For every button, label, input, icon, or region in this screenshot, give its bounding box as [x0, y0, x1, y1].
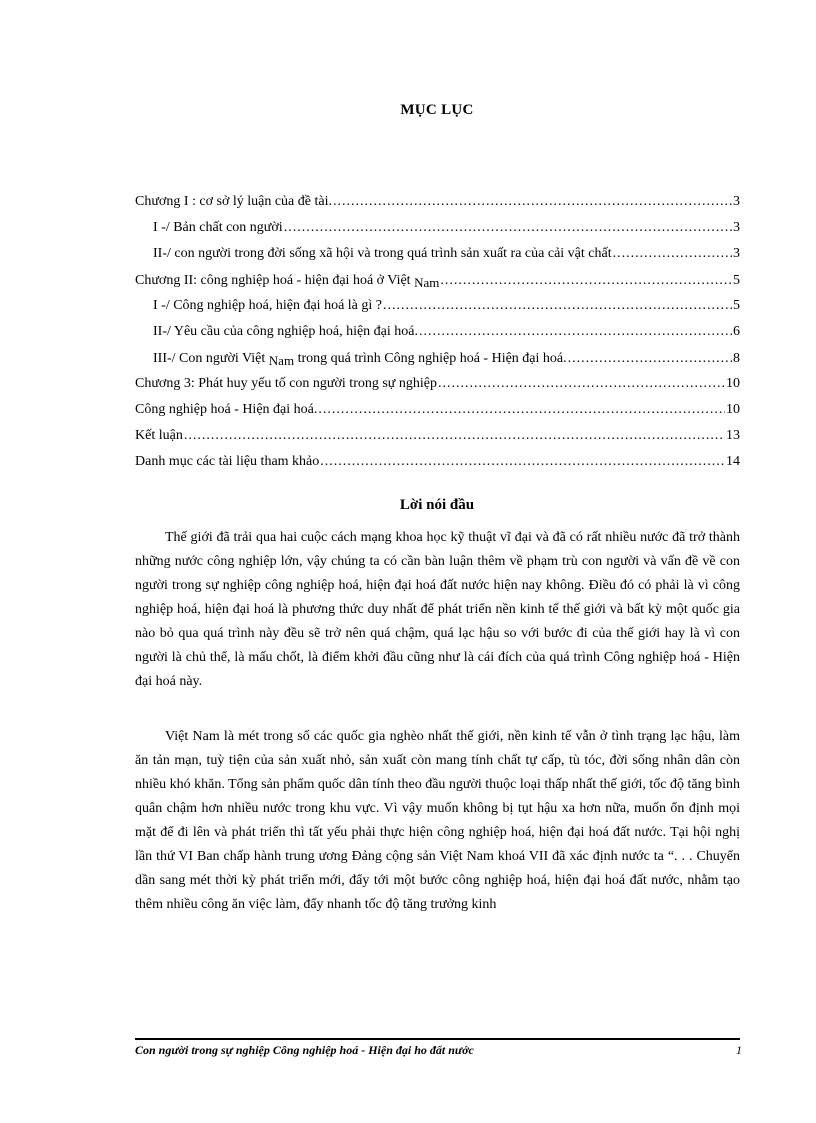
toc-page-number: 3 — [733, 194, 740, 209]
toc-entry[interactable] — [135, 426, 740, 452]
toc-leader — [318, 400, 725, 420]
toc-entry-subscript: Nam — [414, 275, 440, 290]
table-of-contents — [135, 192, 740, 478]
toc-entry-text: I -/ Công nghiệp hoá, hiện đại hoá là gì ? — [153, 298, 382, 313]
toc-page-number: 5 — [733, 273, 740, 288]
toc-entry[interactable] — [135, 218, 740, 244]
toc-entry[interactable] — [135, 348, 740, 374]
toc-title: MỤC LỤC — [400, 102, 474, 118]
toc-entry[interactable] — [135, 270, 740, 296]
toc-entry[interactable] — [135, 400, 740, 426]
toc-leader — [184, 426, 725, 446]
toc-entry-subscript: Nam — [268, 353, 295, 368]
toc-page-number: 13 — [726, 428, 740, 443]
toc-leader — [438, 374, 725, 394]
toc-leader — [284, 218, 732, 238]
toc-entry-text: Kết luận — [135, 428, 183, 443]
toc-page-number: 3 — [733, 220, 740, 235]
toc-leader — [419, 322, 732, 342]
toc-entry[interactable] — [135, 374, 740, 400]
toc-leader — [333, 192, 732, 212]
toc-entry-text: Chương II: công nghiệp hoá - hiện đại hoá ở Việt Nam — [135, 273, 440, 290]
toc-leader — [568, 349, 732, 369]
preface-heading: Lời nói đầu — [399, 497, 475, 513]
toc-leader — [383, 296, 732, 316]
toc-entry[interactable] — [135, 296, 740, 322]
toc-entry-text: Danh mục các tài liệu tham khảo — [135, 454, 320, 469]
toc-page-number: 10 — [726, 402, 740, 417]
footer-title: Con người trong sự nghiệp Công nghiệp hoá - Hiện đại ho đất nước — [135, 1043, 474, 1057]
footer-page-number: 1 — [736, 1043, 742, 1057]
footer-divider — [135, 1038, 740, 1040]
toc-entry[interactable] — [135, 192, 740, 218]
toc-leader — [440, 271, 732, 291]
toc-entry-text: I -/ Bản chất con người — [153, 220, 283, 235]
toc-page-number: 10 — [726, 376, 740, 391]
toc-page-number: 3 — [733, 246, 740, 261]
preface-paragraph: Thế giới đã trải qua hai cuộc cách mạng khoa học kỹ thuật vĩ đại và đã có rất nhiều nước đã trở thành những nước công nghiệp lớn, vậy chúng ta có cần bàn luận thêm về phạm trù con người và vấn đề về con người trong sự nghiệp công nghiệp hoá, hiện đại hoá đất nước hiện nay không. Điều đó có phải là vì công nghiệp hoá, hiện đại hoá là phương thức duy nhất để phát triển nền kinh tế thế giới và bất kỳ một quốc gia nào bỏ qua quá trình này đều sẽ trở nên quá chậm, quá lạc hậu so với bước đi của thế giới hay là vì con người là chủ thể, là mấu chốt, là điểm khởi đầu cũng như là cái đích của quá trình Công nghiệp hoá - Hiện đại hoá này. — [135, 530, 740, 689]
toc-page-number: 8 — [733, 351, 740, 366]
toc-entry-text: Chương 3: Phát huy yếu tố con người trong sự nghiệp — [135, 376, 437, 391]
toc-entry-text: III-/ Con người Việt Nam trong quá trình Công nghiệp hoá - Hiện đại hoá. — [153, 351, 567, 368]
toc-entry-text: Chương I : cơ sở lý luận của đề tài. — [135, 194, 332, 209]
toc-leader — [613, 244, 732, 264]
toc-page-number: 5 — [733, 298, 740, 313]
toc-page-number: 14 — [726, 454, 740, 469]
toc-entry-text: II-/ con người trong đời sống xã hội và trong quá trình sản xuất ra của cải vật chất — [153, 246, 612, 261]
toc-page-number: 6 — [733, 324, 740, 339]
toc-entry[interactable] — [135, 322, 740, 348]
toc-leader — [320, 452, 725, 472]
preface-paragraph: Việt Nam là mét trong số các quốc gia nghèo nhất thế giới, nền kinh tế vẫn ở tình trạng lạc hậu, làm ăn tản mạn, tuỳ tiện của sản xuất nhỏ, sản xuất còn mang tính chất tự cấp, tù tóc, đời sống nhân dân còn nhiều khó khăn. Tổng sản phẩm quốc dân tính theo đầu người thuộc loại thấp nhất thế giới, tốc độ tăng bình quân chậm hơn nhiều nước trong khu vực. Vì vậy muốn không bị tụt hậu xa hơn nữa, muốn ổn định mọi mặt để đi lên và phát triển thì tất yếu phải thực hiện công nghiệp hoá, hiện đại hoá đất nước. Tại hội nghị lần thứ VI Ban chấp hành trung ương Đảng cộng sản Việt Nam khoá VII đã xác định nước ta “. . . Chuyển dần sang mét thời kỳ phát triển mới, đẩy tới một bước công nghiệp hoá, hiện đại hoá đất nước, nhằm tạo thêm nhiều công ăn việc làm, đẩy nhanh tốc độ tăng trưởng kinh — [135, 729, 740, 912]
toc-entry[interactable] — [135, 244, 740, 270]
toc-entry-text: Công nghiệp hoá - Hiện đại hoá. — [135, 402, 318, 417]
toc-entry-text: II-/ Yêu cầu của công nghiệp hoá, hiện đại hoá. — [153, 324, 418, 339]
toc-entry[interactable] — [135, 452, 740, 478]
